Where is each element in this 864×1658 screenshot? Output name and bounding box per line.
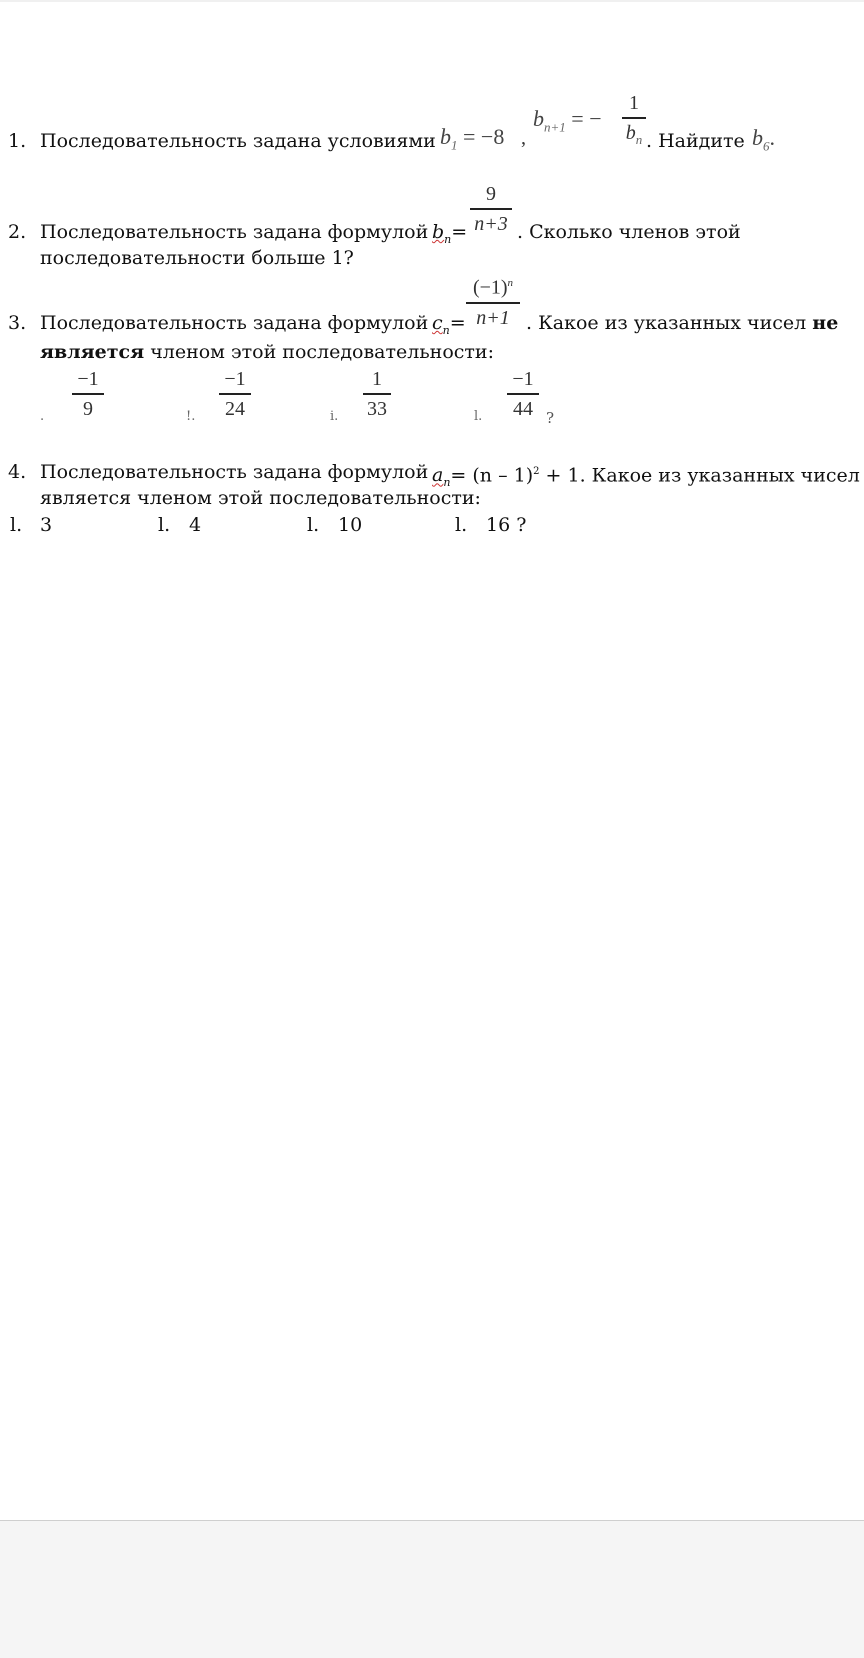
item-4-text: Последовательность задана формулой — [40, 461, 429, 483]
item-4-text-line2: является членом этой последовательности: — [40, 487, 481, 509]
item-3-fraction: $(-1)^n$ n+1 — [466, 272, 520, 329]
item-4-option-2: 4 — [189, 514, 202, 536]
item-3-text-cont: . Какое из указанных чисел не — [526, 312, 839, 334]
item-4-option-3: 10 — [338, 514, 363, 536]
item-1-number: 1. — [8, 130, 27, 152]
item-4-number: 4. — [8, 461, 27, 483]
item-3-option-4-marker: l. — [474, 409, 483, 424]
item-3-option-3-marker: i. — [330, 409, 339, 424]
item-4-option-4-marker: l. — [455, 514, 468, 536]
item-2-text: Последовательность задана формулой — [40, 221, 429, 243]
item-3-option-1: −1 9 — [72, 368, 104, 420]
item-1-find-text: . Найдите — [646, 130, 745, 152]
item-1-b1: $b_1 = -8$ — [440, 124, 505, 153]
item-4-option-1-marker: l. — [10, 514, 23, 536]
item-2-text-cont: . Сколько членов этой — [517, 221, 741, 243]
item-4-option-3-marker: l. — [307, 514, 320, 536]
item-3-option-4: −1 44 — [507, 368, 539, 420]
item-1-recurrence-lhs: $b_{n+1}$ = − — [533, 106, 602, 135]
item-1-comma: , — [521, 127, 526, 149]
item-4-option-1: 3 — [40, 514, 53, 536]
item-2-text-line2: последовательности больше 1? — [40, 247, 354, 269]
item-3-option-3: 1 33 — [363, 368, 391, 420]
bottom-panel — [0, 1520, 864, 1658]
item-3-text-line2: является членом этой последовательности: — [40, 341, 494, 363]
item-3-number: 3. — [8, 312, 27, 334]
item-2-variable: $b_n=$ — [432, 221, 468, 246]
item-3-question-mark: ? — [546, 409, 555, 427]
item-4-option-4: 16 ? — [486, 514, 527, 536]
item-3-option-2-marker: !. — [186, 409, 196, 424]
item-2-fraction: 9 n+3 — [470, 183, 512, 235]
item-4-formula: $a_n= (n - 1)^2 + 1$. Какое из указанных чисел — [432, 464, 860, 490]
item-1-text: Последовательность задана условиями — [40, 130, 436, 152]
item-1-recurrence-fraction: 1 $b_n$ — [622, 92, 646, 151]
item-1-target: $b_6$. — [752, 125, 775, 154]
item-3-option-1-marker: . — [40, 409, 45, 424]
item-3-option-2: −1 24 — [219, 368, 251, 420]
item-2-number: 2. — [8, 221, 27, 243]
item-3-variable: $c_n=$ — [432, 312, 466, 337]
item-4-option-2-marker: l. — [158, 514, 171, 536]
item-3-text: Последовательность задана формулой — [40, 312, 429, 334]
